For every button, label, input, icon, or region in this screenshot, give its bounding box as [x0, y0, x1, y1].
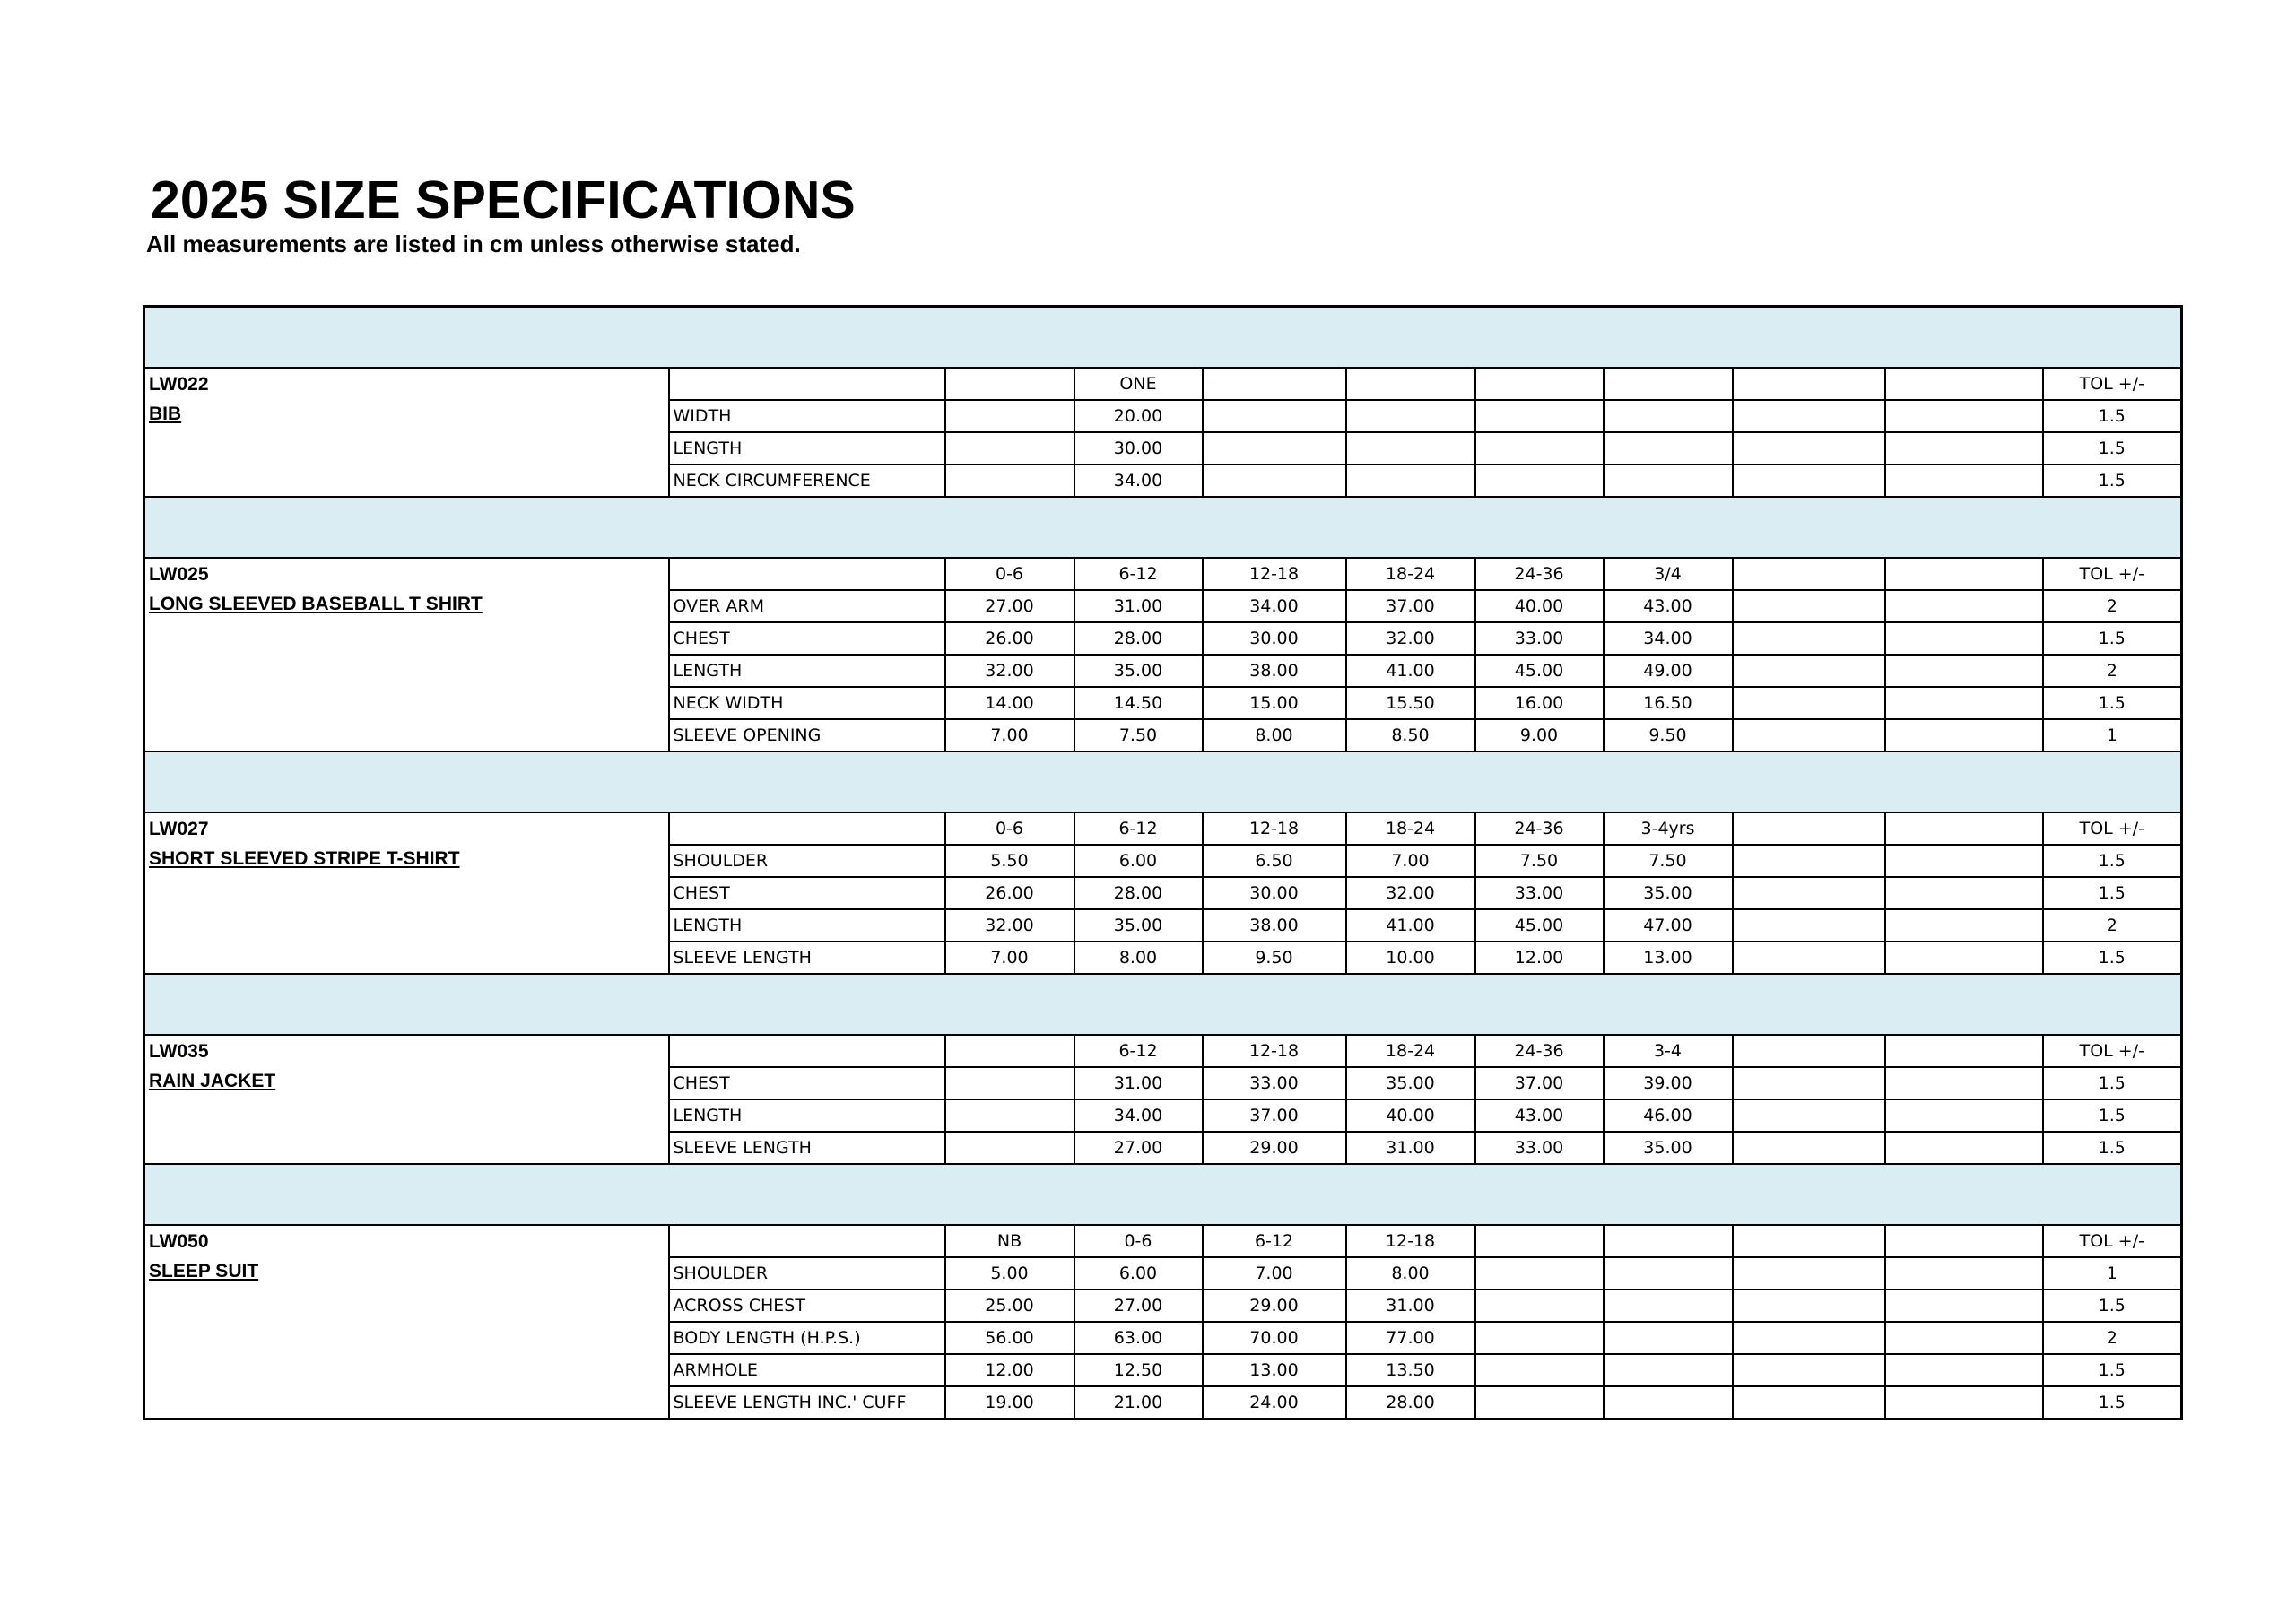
measurement-value — [1733, 432, 1885, 465]
size-label-cell: 0-6 — [945, 812, 1074, 845]
section-band-cell — [144, 307, 2182, 369]
measurement-value: 29.00 — [1203, 1290, 1346, 1322]
measurement-value — [1733, 1386, 1885, 1420]
product-name: RAIN JACKET — [149, 1071, 276, 1091]
size-label-cell — [945, 368, 1074, 400]
product-cell — [144, 1035, 669, 1164]
tolerance-value: 1.5 — [2043, 1354, 2182, 1386]
measurement-value: 30.00 — [1074, 432, 1203, 465]
measurement-value: 28.00 — [1346, 1386, 1475, 1420]
measurement-value — [1203, 432, 1346, 465]
measurement-value — [1885, 909, 2043, 942]
measurement-value: 7.50 — [1074, 719, 1203, 751]
measurement-label: SLEEVE LENGTH — [669, 1132, 945, 1164]
size-label-cell — [1733, 1225, 1885, 1257]
measurement-value: 34.00 — [1074, 465, 1203, 497]
tolerance-value: 1.5 — [2043, 1290, 2182, 1322]
measurement-label: SHOULDER — [669, 845, 945, 877]
measurement-value — [1885, 719, 2043, 751]
section-band — [144, 307, 2182, 369]
measurement-value: 37.00 — [1203, 1099, 1346, 1132]
tolerance-value: 1.5 — [2043, 465, 2182, 497]
measurement-value: 6.00 — [1074, 1257, 1203, 1290]
measurement-value: 7.50 — [1604, 845, 1733, 877]
measurement-value: 8.00 — [1203, 719, 1346, 751]
size-label-cell — [945, 1035, 1074, 1067]
measurement-value — [1733, 1257, 1885, 1290]
measurement-value: 35.00 — [1604, 1132, 1733, 1164]
measurement-value: 33.00 — [1475, 622, 1604, 655]
size-header-row — [144, 1225, 2182, 1257]
measurement-value — [1885, 465, 2043, 497]
measurement-value: 35.00 — [1346, 1067, 1475, 1099]
measurement-value: 19.00 — [945, 1386, 1074, 1420]
measurement-value: 7.00 — [1203, 1257, 1346, 1290]
measurement-value — [1885, 590, 2043, 622]
measurement-value: 33.00 — [1475, 1132, 1604, 1164]
measurement-value: 70.00 — [1203, 1322, 1346, 1354]
measurement-label: SLEEVE OPENING — [669, 719, 945, 751]
measurement-value — [1885, 1132, 2043, 1164]
product-code: LW022 — [149, 374, 209, 395]
size-label-cell: 6-12 — [1203, 1225, 1346, 1257]
measurement-value — [1475, 1257, 1604, 1290]
size-label-cell: 12-18 — [1203, 1035, 1346, 1067]
measurement-value — [1885, 1354, 2043, 1386]
measurement-label: BODY LENGTH (H.P.S.) — [669, 1322, 945, 1354]
measurement-value — [945, 400, 1074, 432]
measurement-value: 49.00 — [1604, 655, 1733, 687]
measurement-value — [1885, 432, 2043, 465]
size-label-cell — [1885, 558, 2043, 590]
measurement-value: 26.00 — [945, 877, 1074, 909]
measurement-value — [1885, 622, 2043, 655]
measurement-value: 29.00 — [1203, 1132, 1346, 1164]
section-band — [144, 974, 2182, 1035]
tolerance-value: 2 — [2043, 590, 2182, 622]
size-label-cell — [1475, 368, 1604, 400]
measurement-value — [1604, 1322, 1733, 1354]
measurement-value — [1604, 465, 1733, 497]
size-label-cell — [1733, 368, 1885, 400]
measurement-value — [1604, 1386, 1733, 1420]
size-label-cell: 0-6 — [1074, 1225, 1203, 1257]
measurement-value: 25.00 — [945, 1290, 1074, 1322]
measurement-label: CHEST — [669, 1067, 945, 1099]
measurement-value: 5.00 — [945, 1257, 1074, 1290]
measurement-value: 34.00 — [1203, 590, 1346, 622]
measurement-value: 56.00 — [945, 1322, 1074, 1354]
measurement-value: 63.00 — [1074, 1322, 1203, 1354]
measurement-value: 15.00 — [1203, 687, 1346, 719]
product-code: LW025 — [149, 564, 209, 585]
measurement-value — [1475, 465, 1604, 497]
measurement-value: 16.00 — [1475, 687, 1604, 719]
tolerance-value: 1.5 — [2043, 877, 2182, 909]
measurement-value: 35.00 — [1074, 655, 1203, 687]
size-label-cell: 6-12 — [1074, 812, 1203, 845]
tolerance-value: 1.5 — [2043, 1386, 2182, 1420]
tolerance-header-cell: TOL +/- — [2043, 1035, 2182, 1067]
tolerance-value: 1.5 — [2043, 1099, 2182, 1132]
measurement-label: CHEST — [669, 622, 945, 655]
measurement-value: 12.00 — [945, 1354, 1074, 1386]
measurement-value: 8.50 — [1346, 719, 1475, 751]
section-band-cell — [144, 1164, 2182, 1225]
measurement-value: 26.00 — [945, 622, 1074, 655]
measurement-value: 27.00 — [945, 590, 1074, 622]
size-label-cell: 12-18 — [1203, 558, 1346, 590]
page-title: 2025 SIZE SPECIFICATIONS — [151, 170, 856, 230]
measurement-value — [1733, 590, 1885, 622]
measurement-value — [945, 432, 1074, 465]
tolerance-value: 1.5 — [2043, 1067, 2182, 1099]
measurement-value — [1475, 1322, 1604, 1354]
measurement-value — [1475, 432, 1604, 465]
measurement-value: 30.00 — [1203, 877, 1346, 909]
section-band-cell — [144, 497, 2182, 558]
size-label-cell — [1733, 1035, 1885, 1067]
measurement-label: NECK CIRCUMFERENCE — [669, 465, 945, 497]
tolerance-value: 1.5 — [2043, 622, 2182, 655]
measurement-value: 31.00 — [1074, 590, 1203, 622]
measurement-value — [1475, 1290, 1604, 1322]
measurement-header-cell — [669, 812, 945, 845]
measurement-value: 31.00 — [1346, 1290, 1475, 1322]
measurement-value — [1604, 400, 1733, 432]
measurement-value: 6.50 — [1203, 845, 1346, 877]
tolerance-value: 1 — [2043, 1257, 2182, 1290]
measurement-value — [1733, 400, 1885, 432]
measurement-value — [1203, 400, 1346, 432]
product-cell — [144, 558, 669, 751]
measurement-value: 32.00 — [945, 909, 1074, 942]
size-spec-table — [143, 305, 2183, 1420]
measurement-value — [1885, 845, 2043, 877]
product-name: BIB — [149, 404, 182, 424]
measurement-value: 9.50 — [1604, 719, 1733, 751]
measurement-value — [1733, 1322, 1885, 1354]
size-label-cell — [1885, 1035, 2043, 1067]
size-label-cell: 0-6 — [945, 558, 1074, 590]
measurement-value — [1733, 1354, 1885, 1386]
product-name: LONG SLEEVED BASEBALL T SHIRT — [149, 594, 483, 614]
size-label-cell: ONE — [1074, 368, 1203, 400]
tolerance-value: 1.5 — [2043, 687, 2182, 719]
measurement-value: 32.00 — [1346, 622, 1475, 655]
measurement-value — [1885, 687, 2043, 719]
measurement-value: 40.00 — [1475, 590, 1604, 622]
measurement-value: 32.00 — [945, 655, 1074, 687]
measurement-value: 77.00 — [1346, 1322, 1475, 1354]
measurement-value: 15.50 — [1346, 687, 1475, 719]
measurement-label: CHEST — [669, 877, 945, 909]
measurement-value: 34.00 — [1074, 1099, 1203, 1132]
measurement-value: 28.00 — [1074, 622, 1203, 655]
size-label-cell: 24-36 — [1475, 812, 1604, 845]
measurement-label: SHOULDER — [669, 1257, 945, 1290]
measurement-value — [1733, 845, 1885, 877]
measurement-value: 40.00 — [1346, 1099, 1475, 1132]
measurement-label: NECK WIDTH — [669, 687, 945, 719]
measurement-label: OVER ARM — [669, 590, 945, 622]
measurement-value — [1885, 1386, 2043, 1420]
tolerance-value: 1.5 — [2043, 942, 2182, 974]
section-band — [144, 497, 2182, 558]
size-label-cell: 24-36 — [1475, 558, 1604, 590]
measurement-value: 13.00 — [1203, 1354, 1346, 1386]
tolerance-value: 2 — [2043, 655, 2182, 687]
size-header-row — [144, 558, 2182, 590]
tolerance-value: 1 — [2043, 719, 2182, 751]
measurement-value: 6.00 — [1074, 845, 1203, 877]
measurement-label: LENGTH — [669, 909, 945, 942]
tolerance-header-cell: TOL +/- — [2043, 1225, 2182, 1257]
measurement-value: 14.00 — [945, 687, 1074, 719]
measurement-header-cell — [669, 368, 945, 400]
tolerance-value: 1.5 — [2043, 400, 2182, 432]
size-label-cell — [1475, 1225, 1604, 1257]
measurement-value — [1604, 1257, 1733, 1290]
measurement-value — [1475, 1386, 1604, 1420]
measurement-value — [945, 1099, 1074, 1132]
measurement-value: 8.00 — [1074, 942, 1203, 974]
page-subtitle: All measurements are listed in cm unless otherwise stated. — [146, 230, 801, 257]
measurement-value: 27.00 — [1074, 1290, 1203, 1322]
measurement-value: 33.00 — [1203, 1067, 1346, 1099]
size-label-cell: 18-24 — [1346, 558, 1475, 590]
measurement-value: 41.00 — [1346, 909, 1475, 942]
measurement-value: 21.00 — [1074, 1386, 1203, 1420]
measurement-value — [1733, 622, 1885, 655]
measurement-value: 7.00 — [945, 942, 1074, 974]
measurement-value — [1346, 400, 1475, 432]
measurement-value — [1733, 465, 1885, 497]
measurement-value: 12.00 — [1475, 942, 1604, 974]
measurement-value — [1885, 1290, 2043, 1322]
measurement-value: 20.00 — [1074, 400, 1203, 432]
measurement-label: SLEEVE LENGTH INC.' CUFF — [669, 1386, 945, 1420]
measurement-value: 45.00 — [1475, 909, 1604, 942]
measurement-value: 41.00 — [1346, 655, 1475, 687]
measurement-value: 37.00 — [1346, 590, 1475, 622]
size-label-cell — [1604, 1225, 1733, 1257]
measurement-value: 34.00 — [1604, 622, 1733, 655]
measurement-value — [1733, 687, 1885, 719]
measurement-value: 16.50 — [1604, 687, 1733, 719]
measurement-value — [1885, 1067, 2043, 1099]
size-label-cell: 3-4 — [1604, 1035, 1733, 1067]
measurement-value: 8.00 — [1346, 1257, 1475, 1290]
product-cell — [144, 812, 669, 974]
measurement-value — [1885, 655, 2043, 687]
measurement-value: 27.00 — [1074, 1132, 1203, 1164]
tolerance-header-cell: TOL +/- — [2043, 558, 2182, 590]
size-label-cell — [1885, 368, 2043, 400]
size-label-cell — [1604, 368, 1733, 400]
measurement-value — [1885, 1099, 2043, 1132]
measurement-value: 24.00 — [1203, 1386, 1346, 1420]
measurement-value: 37.00 — [1475, 1067, 1604, 1099]
size-label-cell — [1885, 812, 2043, 845]
measurement-header-cell — [669, 1035, 945, 1067]
measurement-label: WIDTH — [669, 400, 945, 432]
tolerance-value: 2 — [2043, 909, 2182, 942]
measurement-header-cell — [669, 1225, 945, 1257]
size-label-cell: 18-24 — [1346, 812, 1475, 845]
size-label-cell: 18-24 — [1346, 1035, 1475, 1067]
tolerance-value: 2 — [2043, 1322, 2182, 1354]
measurement-value — [1885, 400, 2043, 432]
size-label-cell: 3-4yrs — [1604, 812, 1733, 845]
measurement-value: 7.00 — [945, 719, 1074, 751]
section-band — [144, 1164, 2182, 1225]
measurement-value — [1733, 877, 1885, 909]
size-header-row — [144, 812, 2182, 845]
section-band-cell — [144, 751, 2182, 812]
measurement-value — [1733, 1132, 1885, 1164]
product-name: SHORT SLEEVED STRIPE T-SHIRT — [149, 848, 460, 869]
size-label-cell: 3/4 — [1604, 558, 1733, 590]
measurement-label: SLEEVE LENGTH — [669, 942, 945, 974]
tolerance-header-cell: TOL +/- — [2043, 812, 2182, 845]
measurement-value — [1604, 1354, 1733, 1386]
tolerance-value: 1.5 — [2043, 845, 2182, 877]
measurement-value: 13.50 — [1346, 1354, 1475, 1386]
measurement-label: LENGTH — [669, 432, 945, 465]
measurement-value: 45.00 — [1475, 655, 1604, 687]
product-cell — [144, 1225, 669, 1420]
size-label-cell: 12-18 — [1203, 812, 1346, 845]
measurement-value — [1733, 909, 1885, 942]
measurement-value: 7.00 — [1346, 845, 1475, 877]
measurement-value: 13.00 — [1604, 942, 1733, 974]
measurement-value: 31.00 — [1074, 1067, 1203, 1099]
size-label-cell — [1885, 1225, 2043, 1257]
measurement-value: 47.00 — [1604, 909, 1733, 942]
product-code: LW027 — [149, 819, 209, 839]
size-label-cell — [1733, 812, 1885, 845]
measurement-value: 12.50 — [1074, 1354, 1203, 1386]
measurement-value — [1733, 655, 1885, 687]
tolerance-header-cell: TOL +/- — [2043, 368, 2182, 400]
measurement-value: 35.00 — [1074, 909, 1203, 942]
measurement-value — [1885, 1322, 2043, 1354]
measurement-value — [1733, 719, 1885, 751]
tolerance-value: 1.5 — [2043, 432, 2182, 465]
section-band-cell — [144, 974, 2182, 1035]
measurement-value: 43.00 — [1604, 590, 1733, 622]
measurement-value — [1346, 465, 1475, 497]
measurement-value — [1604, 432, 1733, 465]
measurement-value — [1733, 1099, 1885, 1132]
measurement-value: 38.00 — [1203, 655, 1346, 687]
size-label-cell — [1733, 558, 1885, 590]
measurement-value: 5.50 — [945, 845, 1074, 877]
measurement-label: LENGTH — [669, 655, 945, 687]
product-code: LW050 — [149, 1231, 209, 1252]
measurement-value — [1733, 942, 1885, 974]
measurement-value — [1346, 432, 1475, 465]
measurement-value — [1885, 877, 2043, 909]
measurement-label: LENGTH — [669, 1099, 945, 1132]
measurement-value: 10.00 — [1346, 942, 1475, 974]
size-header-row — [144, 1035, 2182, 1067]
measurement-value: 38.00 — [1203, 909, 1346, 942]
measurement-value — [945, 1067, 1074, 1099]
measurement-value — [1885, 942, 2043, 974]
measurement-value — [945, 1132, 1074, 1164]
measurement-label: ACROSS CHEST — [669, 1290, 945, 1322]
measurement-value: 31.00 — [1346, 1132, 1475, 1164]
measurement-value — [1885, 1257, 2043, 1290]
measurement-value: 35.00 — [1604, 877, 1733, 909]
size-label-cell: 12-18 — [1346, 1225, 1475, 1257]
size-label-cell: 6-12 — [1074, 1035, 1203, 1067]
measurement-value — [945, 465, 1074, 497]
size-label-cell — [1203, 368, 1346, 400]
measurement-value: 33.00 — [1475, 877, 1604, 909]
section-band — [144, 751, 2182, 812]
measurement-value: 30.00 — [1203, 622, 1346, 655]
measurement-value — [1604, 1290, 1733, 1322]
measurement-value: 7.50 — [1475, 845, 1604, 877]
measurement-value — [1203, 465, 1346, 497]
measurement-value: 43.00 — [1475, 1099, 1604, 1132]
product-code: LW035 — [149, 1041, 209, 1062]
product-cell — [144, 368, 669, 497]
measurement-value — [1733, 1290, 1885, 1322]
measurement-value — [1475, 400, 1604, 432]
measurement-value: 9.50 — [1203, 942, 1346, 974]
measurement-value: 32.00 — [1346, 877, 1475, 909]
measurement-value: 46.00 — [1604, 1099, 1733, 1132]
size-label-cell: 24-36 — [1475, 1035, 1604, 1067]
size-label-cell — [1346, 368, 1475, 400]
measurement-value: 14.50 — [1074, 687, 1203, 719]
size-label-cell: NB — [945, 1225, 1074, 1257]
measurement-header-cell — [669, 558, 945, 590]
tolerance-value: 1.5 — [2043, 1132, 2182, 1164]
size-label-cell: 6-12 — [1074, 558, 1203, 590]
measurement-label: ARMHOLE — [669, 1354, 945, 1386]
measurement-value: 9.00 — [1475, 719, 1604, 751]
measurement-value — [1733, 1067, 1885, 1099]
product-name: SLEEP SUIT — [149, 1261, 259, 1281]
measurement-value: 28.00 — [1074, 877, 1203, 909]
measurement-value: 39.00 — [1604, 1067, 1733, 1099]
measurement-value — [1475, 1354, 1604, 1386]
size-header-row — [144, 368, 2182, 400]
